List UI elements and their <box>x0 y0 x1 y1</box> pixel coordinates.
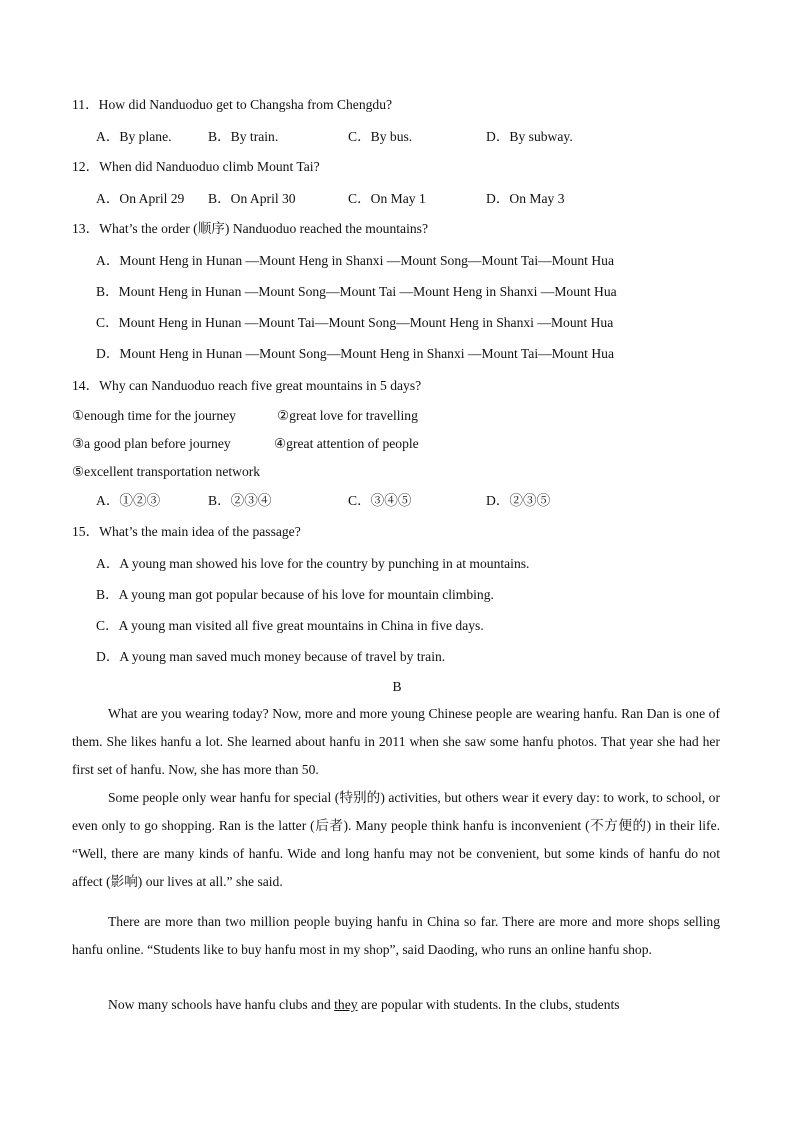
q12-option-d[interactable]: D．On May 3 <box>486 191 565 206</box>
q12-option-a[interactable]: A．On April 29 <box>96 191 185 206</box>
paragraph-1-text: What are you wearing today? Now, more and more young Chinese people are wearing hanfu. Ran Dan is one of them. She likes hanfu a lot. She learned about hanfu in 2011 when she saw some hanfu photos. That year she had her first set of hanfu. Now, she has more than 50. <box>72 706 720 777</box>
q14-statement-5: ⑤excellent transportation network <box>72 464 261 479</box>
q11-option-d[interactable]: D．By subway. <box>486 129 573 144</box>
question-11-stem: 11．How did Nanduoduo get to Changsha from Chengdu? <box>72 97 393 112</box>
q14-option-a[interactable]: A．①②③ <box>96 493 161 508</box>
q14-option-c[interactable]: C．③④⑤ <box>348 493 412 508</box>
question-14-stem: 14．Why can Nanduoduo reach five great mountains in 5 days? <box>72 378 422 393</box>
question-12-stem: 12．When did Nanduoduo climb Mount Tai? <box>72 159 320 174</box>
q13-option-a[interactable]: A．Mount Heng in Hunan —Mount Heng in Shanxi —Mount Song—Mount Tai—Mount Hua <box>96 253 614 268</box>
paragraph-3-text: There are more than two million people buying hanfu in China so far. There are more and more shops selling hanfu online. “Students like to buy hanfu most in my shop”, said Daoding, who runs an online hanfu shop. <box>72 914 720 957</box>
q11-option-a[interactable]: A．By plane. <box>96 129 172 144</box>
q11-option-b[interactable]: B．By train. <box>208 129 279 144</box>
q13-option-d[interactable]: D．Mount Heng in Hunan —Mount Song—Mount Heng in Shanxi —Mount Tai—Mount Hua <box>96 346 614 361</box>
q14-statement-3: ③a good plan before journey <box>72 436 231 451</box>
q15-option-a[interactable]: A．A young man showed his love for the country by punching in at mountains. <box>96 556 530 571</box>
passage-b-paragraph-1 <box>72 700 720 784</box>
paragraph-4-underlined-word: they <box>334 997 358 1012</box>
question-13-stem: 13．What’s the order (顺序) Nanduoduo reached the mountains? <box>72 221 428 236</box>
paragraph-4-text-before: Now many schools have hanfu clubs and <box>108 997 331 1012</box>
q14-statement-4: ④great attention of people <box>274 436 419 451</box>
q12-option-b[interactable]: B．On April 30 <box>208 191 296 206</box>
q13-option-b[interactable]: B．Mount Heng in Hunan —Mount Song—Mount Tai —Mount Heng in Shanxi —Mount Hua <box>96 284 617 299</box>
q15-option-b[interactable]: B．A young man got popular because of his love for mountain climbing. <box>96 587 494 602</box>
q15-option-c[interactable]: C．A young man visited all five great mountains in China in five days. <box>96 618 484 633</box>
passage-b-paragraph-4 <box>72 991 720 1019</box>
q11-option-c[interactable]: C．By bus. <box>348 129 413 144</box>
q15-option-d[interactable]: D．A young man saved much money because of travel by train. <box>96 649 446 664</box>
q14-option-b[interactable]: B．②③④ <box>208 493 272 508</box>
q14-statement-1: ①enough time for the journey <box>72 408 236 423</box>
question-15-stem: 15．What’s the main idea of the passage? <box>72 524 301 539</box>
paragraph-2-text: Some people only wear hanfu for special (特别的) activities, but others wear it every day: to work, to school, or even only to go shopping. Ran is the latter (后者). Many people think hanfu is inconvenient (不方便的) in their life. “Well, there are many kinds of hanfu. Wide and long hanfu may not be convenient, but some kinds of hanfu do not affect (影响) our lives at all.” she said. <box>72 790 720 889</box>
q13-option-c[interactable]: C．Mount Heng in Hunan —Mount Tai—Mount Song—Mount Heng in Shanxi —Mount Hua <box>96 315 614 330</box>
passage-b-paragraph-3 <box>72 908 720 964</box>
passage-b-paragraph-2 <box>72 784 720 896</box>
paragraph-4-text-after: are popular with students. In the clubs, students <box>360 997 620 1012</box>
q14-option-d[interactable]: D．②③⑤ <box>486 493 551 508</box>
q12-option-c[interactable]: C．On May 1 <box>348 191 426 206</box>
q14-statement-2: ②great love for travelling <box>277 408 418 423</box>
passage-b-heading: B <box>392 679 402 694</box>
